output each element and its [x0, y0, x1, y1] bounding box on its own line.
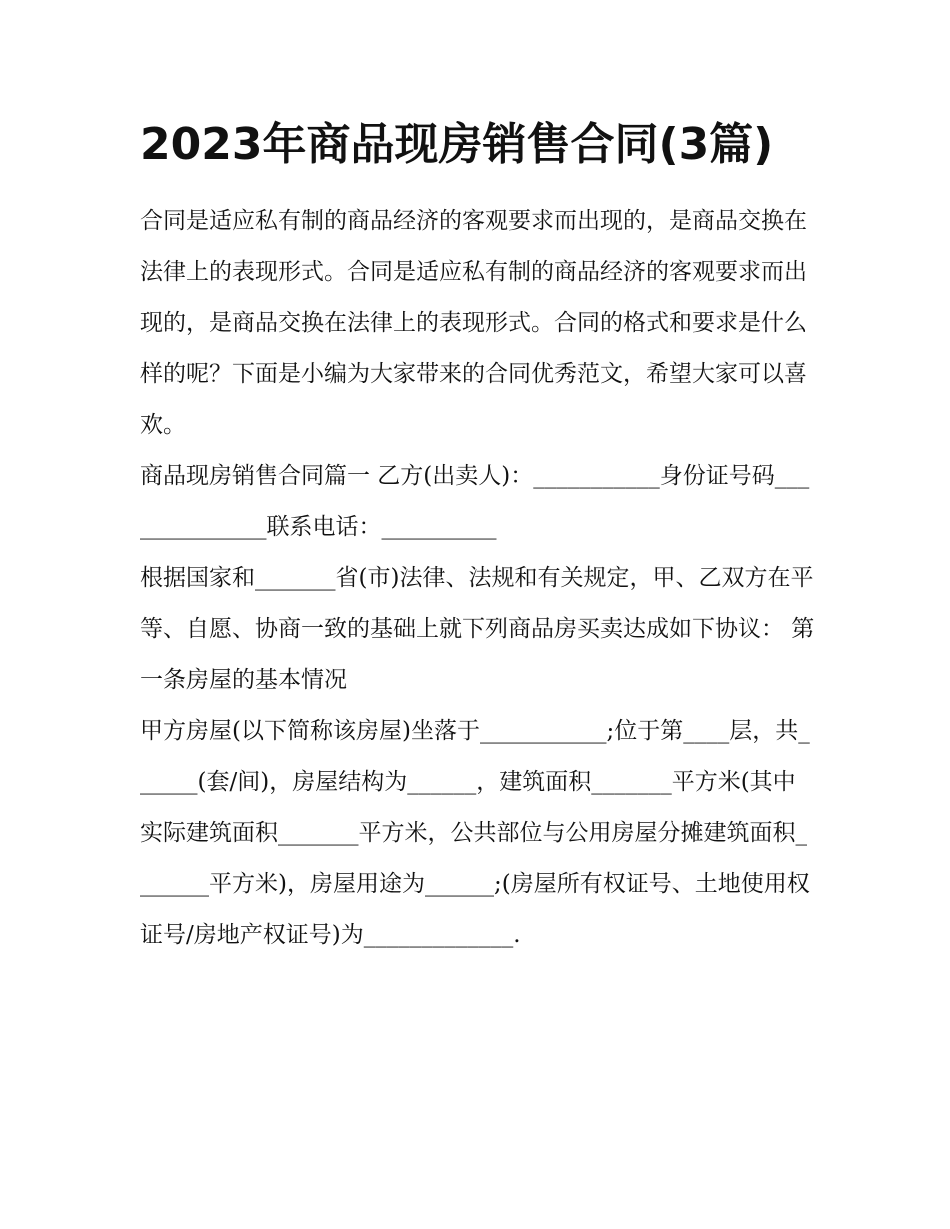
- basis-paragraph: 根据国家和_______省(市)法律、法规和有关规定，甲、乙双方在平等、自愿、协商一致的基础上就下列商品房买卖达成如下协议： 第一条房屋的基本情况: [140, 565, 815, 693]
- house-info-paragraph: 甲方房屋(以下简称该房屋)坐落于___________;位于第____层，共______(套/间)，房屋结构为______，建筑面积_______平方米(其中实际建筑面积_______平方米，公共部位与公用房屋分摊建筑面积_______平方米)，房屋用途为______;(房屋所有权证号、土地使用权证号/房地产权证号)为_____________.: [140, 718, 810, 948]
- document-title: 2023年商品现房销售合同(3篇): [140, 119, 774, 170]
- intro-paragraph: 合同是适应私有制的商品经济的客观要求而出现的，是商品交换在法律上的表现形式。合同是适应私有制的商品经济的客观要求而出现的，是商品交换在法律上的表现形式。合同的格式和要求是什么样的呢？下面是小编为大家带来的合同优秀范文，希望大家可以喜欢。: [140, 208, 807, 438]
- document-page: [140, 112, 815, 961]
- parties-paragraph: 商品现房销售合同篇一 乙方(出卖人)：___________身份证号码______________联系电话：__________: [140, 463, 810, 540]
